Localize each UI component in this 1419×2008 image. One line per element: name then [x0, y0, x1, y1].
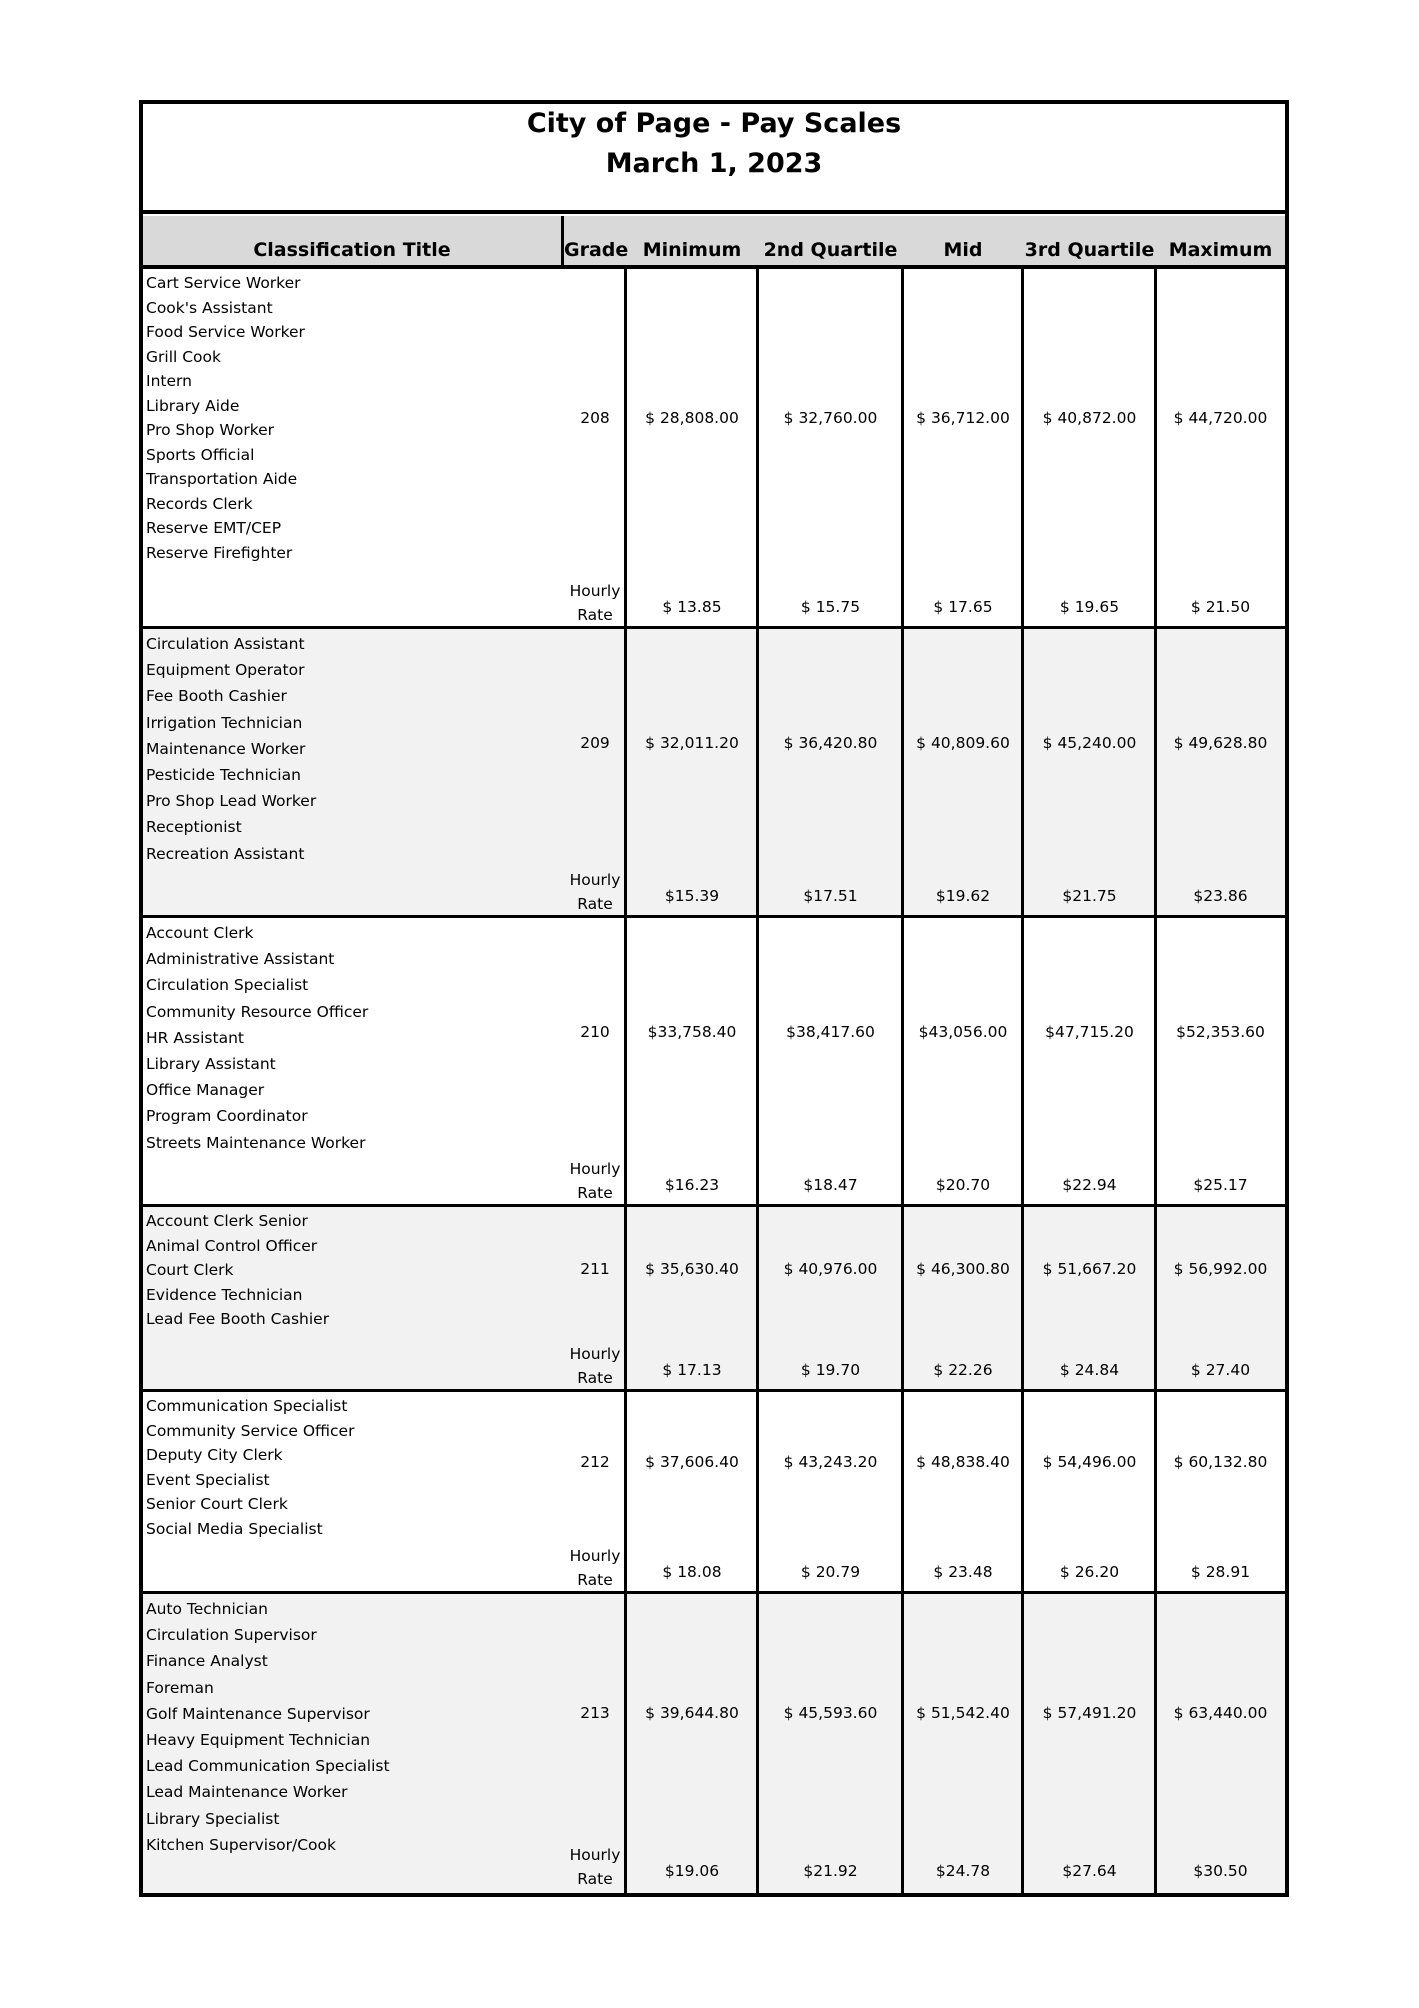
hourly-rate-label: Hourly [569, 582, 621, 600]
hourly-rate: $ 28.91 [1190, 1563, 1251, 1581]
hourly-rate: $15.39 [664, 887, 720, 905]
classification-title: Senior Court Clerk [146, 1495, 288, 1513]
header-3rd-quartile: 3rd Quartile [1024, 239, 1155, 261]
grade-group-1 [143, 629, 1285, 918]
annual-salary: $ 60,132.80 [1173, 1453, 1268, 1471]
classification-title: Animal Control Officer [146, 1236, 318, 1255]
annual-salary: $ 63,440.00 [1173, 1704, 1268, 1722]
hourly-rate: $21.92 [803, 1862, 858, 1880]
classification-title: Program Coordinator [146, 1107, 308, 1126]
classification-title: Cook's Assistant [146, 298, 273, 317]
column-divider [1021, 1594, 1024, 1893]
hourly-rate: $20.70 [935, 1176, 991, 1194]
classification-title: Foreman [146, 1678, 214, 1697]
classification-title: Recreation Assistant [146, 844, 305, 863]
column-divider [901, 1594, 904, 1893]
hourly-rate-label: Hourly [569, 871, 621, 889]
pay-scale-table [139, 100, 1289, 1897]
hourly-rate-label: Rate [577, 1571, 613, 1589]
hourly-rate: $30.50 [1193, 1862, 1248, 1880]
annual-salary: $ 35,630.40 [645, 1260, 739, 1278]
classification-title: Court Clerk [146, 1261, 234, 1279]
header-classification-title: Classification Title [253, 239, 451, 261]
column-divider [1154, 629, 1157, 915]
annual-salary: $ 32,011.20 [645, 734, 739, 752]
annual-salary: $33,758.40 [647, 1023, 737, 1041]
header-mid: Mid [943, 239, 983, 261]
hourly-rate: $25.17 [1193, 1176, 1248, 1194]
annual-salary: $38,417.60 [786, 1023, 875, 1041]
classification-title: Pro Shop Worker [146, 421, 275, 439]
annual-salary: $ 39,644.80 [645, 1704, 739, 1722]
hourly-rate: $22.94 [1062, 1176, 1117, 1194]
classification-title: Circulation Assistant [146, 635, 305, 653]
hourly-rate: $ 19.70 [800, 1361, 861, 1379]
classification-title: Sports Official [146, 445, 255, 464]
hourly-rate: $ 17.13 [662, 1361, 722, 1379]
annual-salary: $ 49,628.80 [1173, 734, 1268, 752]
classification-title: Community Resource Officer [146, 1002, 369, 1021]
classification-title: Account Clerk Senior [146, 1212, 308, 1230]
classification-title: Cart Service Worker [146, 274, 301, 292]
hourly-rate-label: Rate [577, 1870, 613, 1888]
hourly-rate: $27.64 [1062, 1862, 1117, 1880]
classification-titles [146, 271, 305, 565]
classification-title: Streets Maintenance Worker [146, 1133, 366, 1152]
classification-title: Circulation Specialist [146, 976, 309, 995]
hourly-rate-label: Rate [577, 1369, 613, 1387]
hourly-rate: $ 24.84 [1059, 1361, 1120, 1379]
header-2nd-quartile: 2nd Quartile [763, 239, 898, 261]
classification-title: Account Clerk [146, 924, 254, 942]
classification-titles [146, 1209, 329, 1332]
classification-title: Receptionist [146, 818, 242, 837]
column-divider [1021, 1392, 1024, 1591]
hourly-rate: $ 18.08 [662, 1563, 722, 1581]
grade-number: 210 [580, 1023, 610, 1041]
column-divider [901, 918, 904, 1204]
annual-salary: $ 44,720.00 [1173, 409, 1268, 427]
hourly-rate: $19.62 [935, 887, 991, 905]
hourly-rate-label: Hourly [569, 1160, 621, 1178]
grade-number: 211 [580, 1260, 610, 1278]
grade-number: 208 [580, 409, 610, 427]
hourly-rate-label: Rate [577, 1184, 613, 1202]
hourly-rate: $ 17.65 [933, 598, 993, 616]
classification-title: Heavy Equipment Technician [146, 1730, 371, 1749]
classification-title: Community Service Officer [146, 1421, 355, 1440]
grade-group-5 [143, 1594, 1285, 1893]
hourly-rate: $23.86 [1193, 887, 1248, 905]
hourly-rate: $ 27.40 [1190, 1361, 1251, 1379]
annual-salary: $ 40,809.60 [916, 734, 1010, 752]
table-title-block [143, 104, 1285, 214]
column-divider [1154, 918, 1157, 1204]
annual-salary: $47,715.20 [1045, 1023, 1134, 1041]
annual-salary: $ 45,240.00 [1042, 734, 1137, 752]
hourly-rate: $24.78 [935, 1862, 991, 1880]
annual-salary: $ 51,542.40 [916, 1704, 1010, 1722]
classification-title: Library Assistant [146, 1054, 276, 1073]
classification-title: Equipment Operator [146, 661, 305, 680]
hourly-rate: $19.06 [664, 1862, 720, 1880]
annual-salary: $ 54,496.00 [1042, 1453, 1137, 1471]
hourly-rate: $ 13.85 [662, 598, 722, 616]
column-divider [1021, 629, 1024, 915]
classification-title: Grill Cook [146, 347, 221, 366]
column-header-row [143, 216, 1285, 269]
document-title: City of Page - Pay Scales [526, 108, 902, 139]
hourly-rate: $ 21.50 [1190, 598, 1251, 616]
classification-title: HR Assistant [146, 1028, 244, 1047]
header-minimum: Minimum [642, 239, 742, 261]
annual-salary: $ 28,808.00 [645, 409, 739, 427]
classification-title: Auto Technician [146, 1600, 268, 1618]
classification-title: Lead Maintenance Worker [146, 1783, 348, 1802]
hourly-rate: $17.51 [803, 887, 858, 905]
column-divider [624, 269, 627, 626]
classification-title: Social Media Specialist [146, 1519, 323, 1538]
column-divider [1154, 1392, 1157, 1591]
classification-title: Fee Booth Cashier [146, 687, 287, 706]
column-divider [756, 1392, 759, 1591]
classification-title: Lead Fee Booth Cashier [146, 1310, 330, 1328]
classification-title: Reserve EMT/CEP [146, 519, 282, 537]
annual-salary: $43,056.00 [918, 1023, 1008, 1041]
column-divider [756, 269, 759, 626]
classification-title: Records Clerk [146, 494, 253, 513]
column-divider [1021, 269, 1024, 626]
classification-title: Library Specialist [146, 1809, 280, 1828]
classification-title: Maintenance Worker [146, 739, 306, 758]
classification-title: Reserve Firefighter [146, 543, 293, 562]
annual-salary: $ 36,420.80 [783, 734, 878, 752]
hourly-rate-label: Rate [577, 606, 613, 624]
classification-title: Finance Analyst [146, 1652, 268, 1671]
hourly-rate: $ 15.75 [800, 598, 861, 616]
column-divider [1154, 1594, 1157, 1893]
classification-title: Intern [146, 372, 192, 390]
classification-title: Deputy City Clerk [146, 1446, 283, 1464]
annual-salary: $ 37,606.40 [645, 1453, 739, 1471]
classification-title: Lead Communication Specialist [146, 1757, 390, 1776]
annual-salary: $ 57,491.20 [1042, 1704, 1137, 1722]
grade-group-3 [143, 1207, 1285, 1392]
header-grade: Grade [564, 239, 629, 261]
hourly-rate-label: Hourly [569, 1846, 621, 1864]
hourly-rate-label: Hourly [569, 1345, 621, 1363]
column-divider [756, 1594, 759, 1893]
classification-title: Administrative Assistant [146, 950, 335, 969]
hourly-rate: $ 23.48 [933, 1563, 993, 1581]
classification-title: Kitchen Supervisor/Cook [146, 1835, 336, 1854]
classification-title: Golf Maintenance Supervisor [146, 1704, 370, 1723]
hourly-rate: $ 19.65 [1059, 598, 1120, 616]
annual-salary: $ 32,760.00 [783, 409, 878, 427]
annual-salary: $ 46,300.80 [916, 1260, 1010, 1278]
classification-title: Library Aide [146, 396, 240, 415]
annual-salary: $ 45,593.60 [783, 1704, 878, 1722]
column-divider [901, 629, 904, 915]
classification-title: Pro Shop Lead Worker [146, 792, 317, 811]
annual-salary: $ 36,712.00 [916, 409, 1010, 427]
grade-number: 212 [580, 1453, 610, 1471]
classification-title: Transportation Aide [146, 470, 298, 488]
hourly-rate: $ 26.20 [1059, 1563, 1120, 1581]
hourly-rate-label: Hourly [569, 1547, 621, 1565]
classification-title: Event Specialist [146, 1470, 270, 1489]
grade-group-2 [143, 918, 1285, 1207]
classification-title: Pesticide Technician [146, 765, 301, 784]
column-divider [901, 1392, 904, 1591]
classification-title: Office Manager [146, 1081, 265, 1100]
column-divider [756, 918, 759, 1204]
annual-salary: $52,353.60 [1176, 1023, 1265, 1041]
hourly-rate-label: Rate [577, 895, 613, 913]
annual-salary: $ 40,976.00 [783, 1260, 878, 1278]
column-divider [756, 629, 759, 915]
classification-title: Communication Specialist [146, 1397, 348, 1415]
classification-title: Evidence Technician [146, 1285, 303, 1304]
hourly-rate: $ 20.79 [800, 1563, 861, 1581]
classification-title: Irrigation Technician [146, 713, 303, 732]
classification-titles [146, 920, 368, 1156]
annual-salary: $ 56,992.00 [1173, 1260, 1268, 1278]
grade-group-4 [143, 1392, 1285, 1594]
annual-salary: $ 51,667.20 [1042, 1260, 1137, 1278]
column-divider [1154, 269, 1157, 626]
classification-titles [146, 1394, 354, 1541]
classification-titles [146, 1596, 390, 1858]
classification-titles [146, 631, 316, 867]
classification-title: Food Service Worker [146, 323, 305, 341]
hourly-rate: $ 22.26 [933, 1361, 993, 1379]
annual-salary: $ 48,838.40 [916, 1453, 1010, 1471]
annual-salary: $ 40,872.00 [1042, 409, 1137, 427]
annual-salary: $ 43,243.20 [783, 1453, 878, 1471]
document-date: March 1, 2023 [605, 148, 823, 179]
header-maximum: Maximum [1168, 239, 1273, 261]
classification-title: Circulation Supervisor [146, 1626, 317, 1645]
grade-number: 213 [580, 1704, 610, 1722]
grade-group-0 [143, 269, 1285, 629]
grade-number: 209 [580, 734, 610, 752]
hourly-rate: $16.23 [664, 1176, 720, 1194]
column-divider [901, 269, 904, 626]
hourly-rate: $21.75 [1062, 887, 1117, 905]
column-divider [1021, 918, 1024, 1204]
hourly-rate: $18.47 [803, 1176, 858, 1194]
